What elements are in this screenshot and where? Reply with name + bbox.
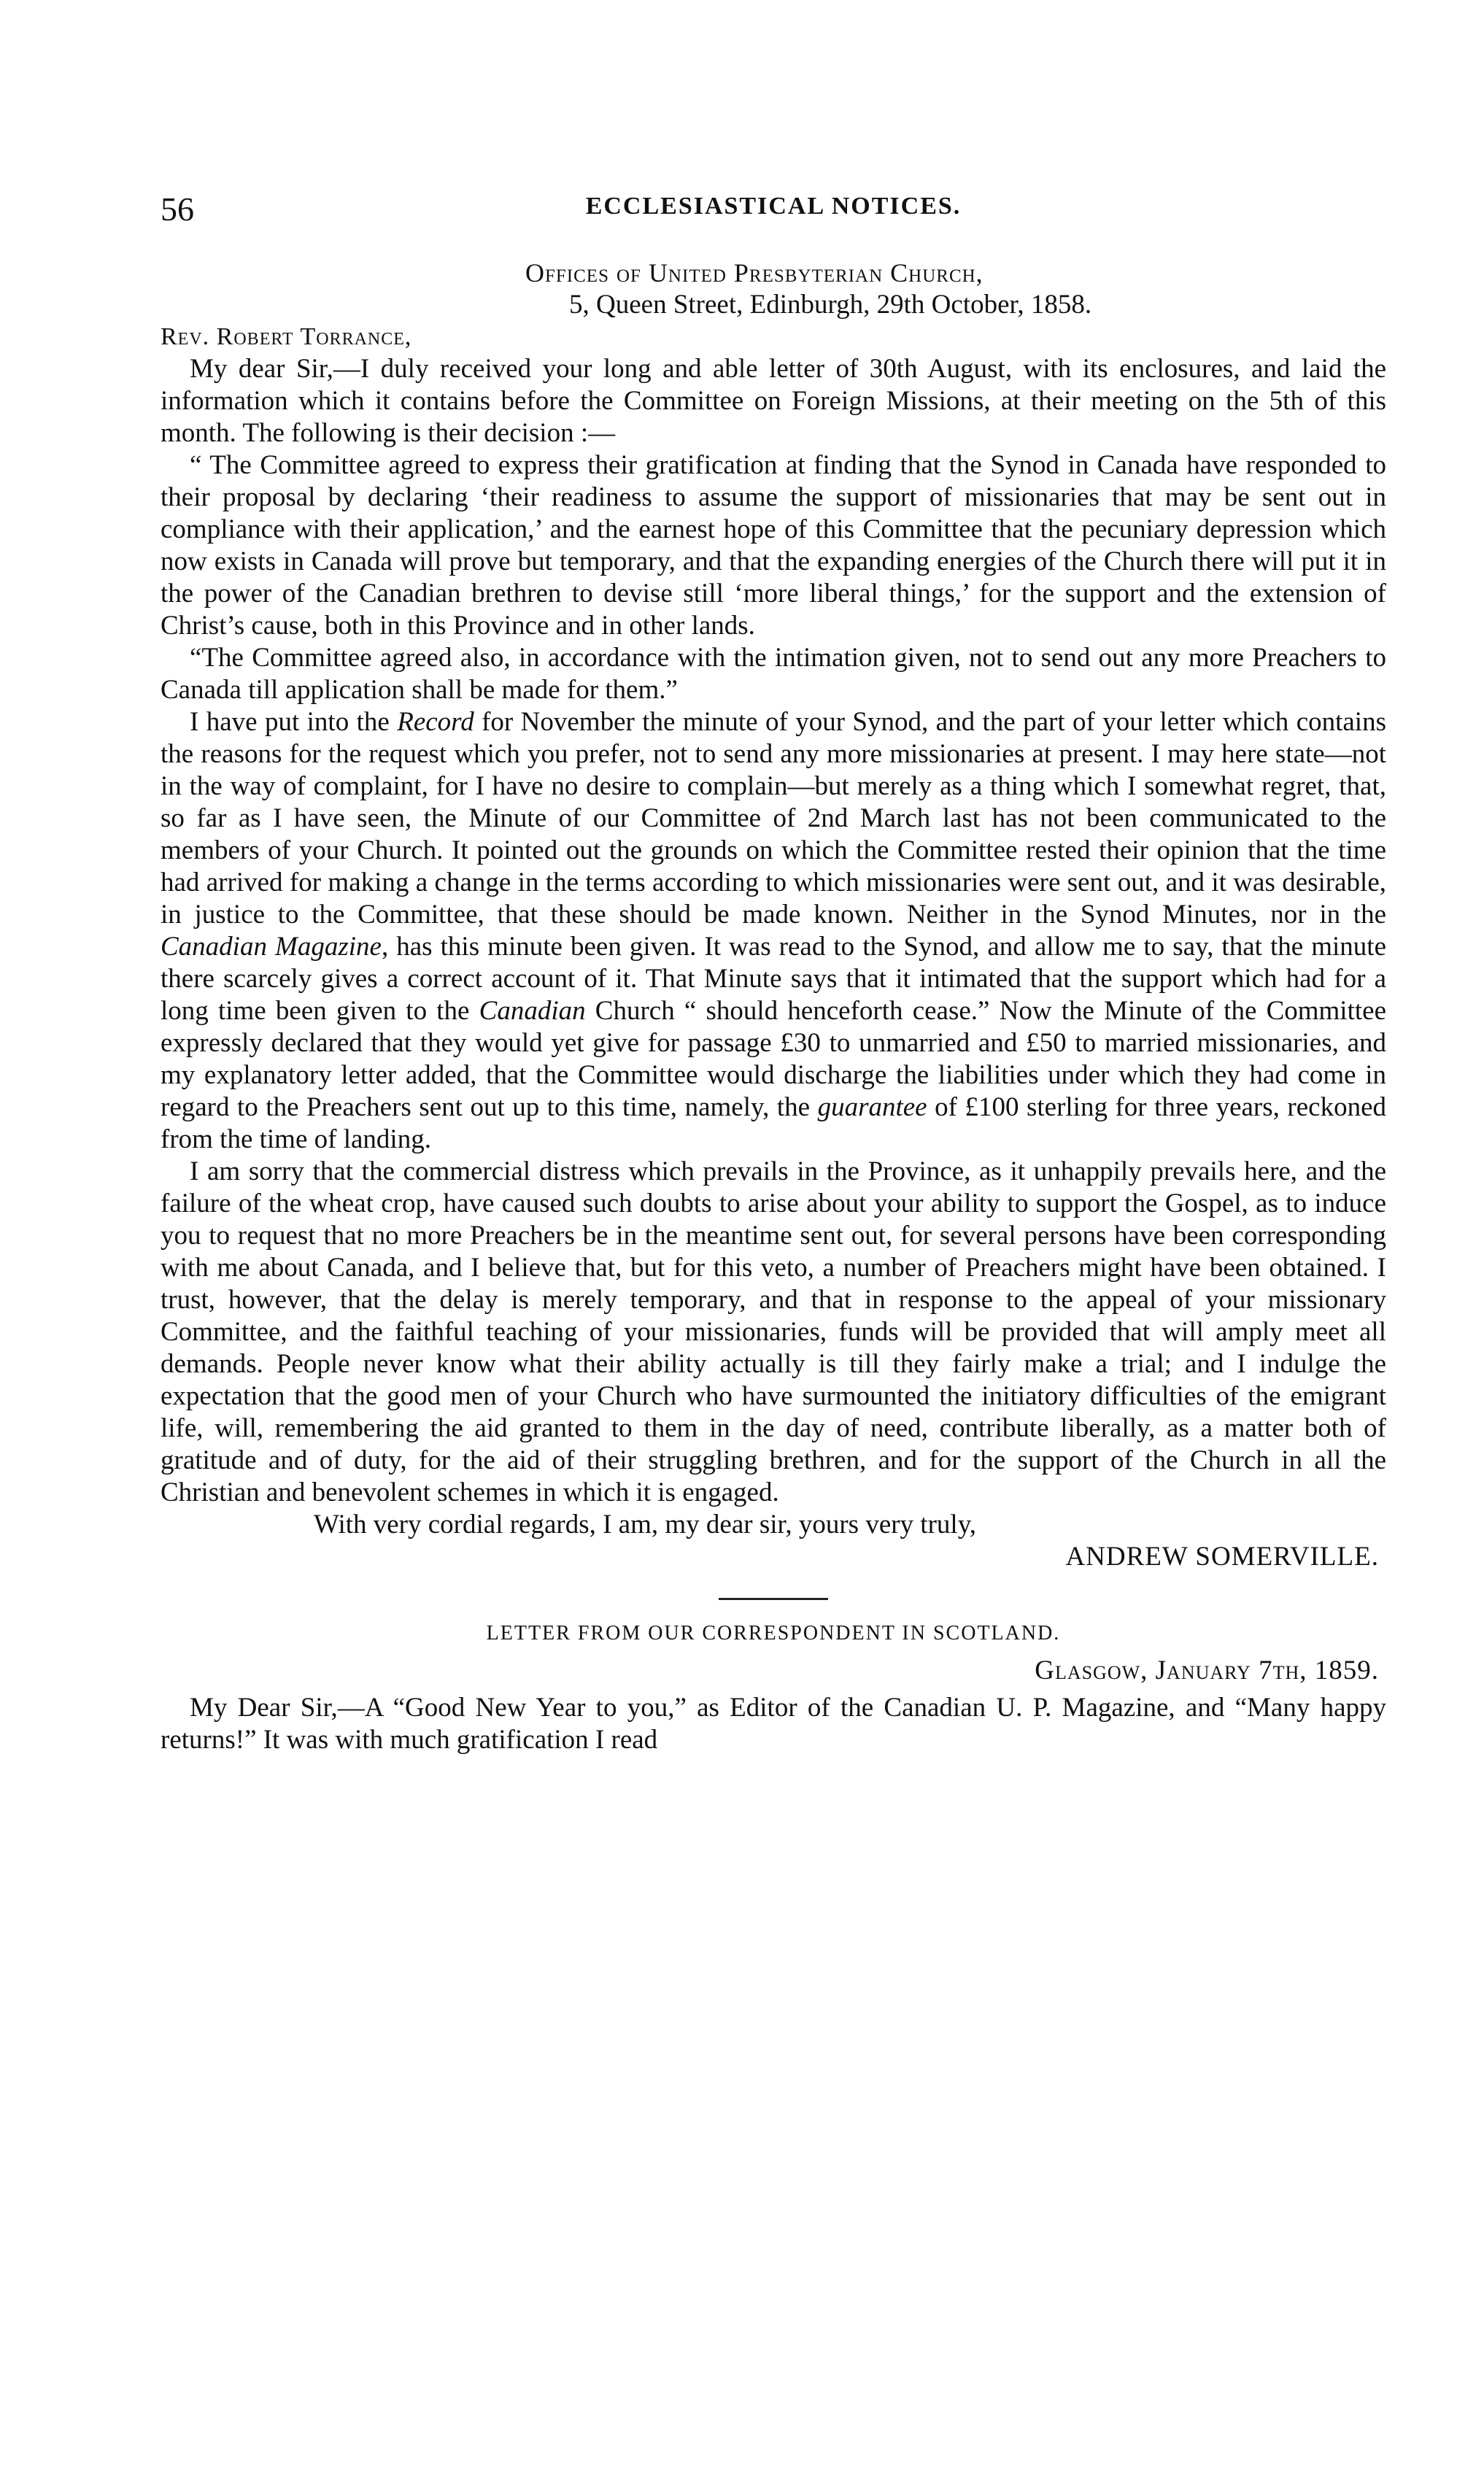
letter-address-line-1: Offices of United Presbyterian Church, [525, 258, 983, 287]
letter-signature: ANDREW SOMERVILLE. [1065, 1542, 1379, 1572]
canadian-word: Canadian [479, 996, 586, 1026]
p4-text-b: for November the minute of your Synod, and the part of your letter which contains the reasons for the request which you prefer, not to send any more missionaries at present. I may here state—not in the way of complaint, for I have no desire to complain—but merely as a thing which I somewhat regret, that, so far as I have seen, the Minute of our Committee of 2nd March last has not been communicated to the members of your Church. It pointed out the grounds on which the Committee rested their opinion that the time had arrived for making a change in the terms according to which missionaries were sent out, and it was desirable, in justice to the Committee, that these should be made known. Neither in the Synod Minutes, nor in the [161, 707, 1386, 930]
letter-addressee: Rev. Robert Torrance, [161, 323, 412, 350]
letter-closing: With very cordial regards, I am, my dear sir, yours very truly, [314, 1510, 977, 1539]
letter-from-correspondent [161, 1622, 1386, 1756]
page-number: 56 [161, 190, 194, 228]
p4-text-d: Church “ should henceforth cease.” Now the Minute of the Committee expressly declared that they would yet give for passage £30 to unmarried and £50 to married missionaries, and my explanatory letter added, that the Committee would discharge the liabilities under which they had come in regard to the Preachers sent out up to this time, namely, the [161, 996, 1386, 1122]
p4-text-a: I have put into the [190, 707, 398, 737]
section-heading: LETTER FROM OUR CORRESPONDENT IN SCOTLAND. [486, 1622, 1061, 1645]
correspondent-dateline: Glasgow, January 7th, 1859. [1035, 1656, 1379, 1685]
correspondent-paragraph-1: My Dear Sir,—A “Good New Year to you,” as Editor of the Canadian U. P. Magazine, and “Many happy returns!” It was with much gratification I read [161, 1693, 1386, 1755]
p4-text-c: , has this minute been given. It was read to the Synod, and allow me to say, that the minute there scarcely gives a correct account of it. That Minute says that it intimated that the support which had for a long time been given to the [161, 932, 1386, 1026]
running-head [161, 190, 1386, 241]
letter-paragraph-2: “ The Committee agreed to express their gratification at finding that the Synod in Canada have responded to their proposal by declaring ‘their readiness to assume the support of missionaries that may be sent out in compliance with their application,’ and the earnest hope of this Committee that the pecuniary depression which now exists in Canada will prove but temporary, and that the expanding energies of the Church there will put it in the power of the Canadian brethren to devise still ‘more liberal things,’ for the support and the extension of Christ’s cause, both in this Province and in other lands. [161, 450, 1386, 641]
page [161, 190, 1386, 1756]
letter-address-line-2: 5, Queen Street, Edinburgh, 29th October, 1858. [569, 290, 1092, 320]
record-title: Record [397, 707, 474, 737]
p4-text-e: of £100 sterling for three years, reckoned from the time of landing. [161, 1092, 1386, 1154]
running-head-title: ECCLESIASTICAL NOTICES. [585, 193, 962, 220]
letter-from-committee [161, 257, 1386, 1573]
guarantee-word: guarantee [817, 1092, 927, 1122]
letter-paragraph-1: My dear Sir,—I duly received your long and able letter of 30th August, with its enclosures, and laid the information which it contains before the Committee on Foreign Missions, at their meeting on the 5th of this month. The following is their decision :— [161, 354, 1386, 448]
magazine-title: Canadian Magazine [161, 932, 382, 962]
letter-paragraph-3: “The Committee agreed also, in accordance with the intimation given, not to send out any more Preachers to Canada till application shall be made for them.” [161, 643, 1386, 705]
section-divider [719, 1598, 828, 1600]
letter-paragraph-4 [161, 706, 1386, 1156]
letter-paragraph-5: I am sorry that the commercial distress which prevails in the Province, as it unhappily prevails here, and the failure of the wheat crop, have caused such doubts to arise about your ability to support the Gospel, as to induce you to request that no more Preachers be in the meantime sent out, for several persons have been corresponding with me about Canada, and I believe that, but for this veto, a number of Preachers might have been obtained. I trust, however, that the delay is merely temporary, and that in response to the appeal of your missionary Committee, and the faithful teaching of your missionaries, funds will be provided that will amply meet all demands. People never know what their ability actually is till they fairly make a trial; and I indulge the expectation that the good men of your Church who have surmounted the initiatory difficulties of the emigrant life, will, remembering the aid granted to them in the day of need, contribute liberally, as a matter both of gratitude and of duty, for the aid of their struggling brethren, and for the support of the Church in all the Christian and benevolent schemes in which it is engaged. [161, 1156, 1386, 1507]
